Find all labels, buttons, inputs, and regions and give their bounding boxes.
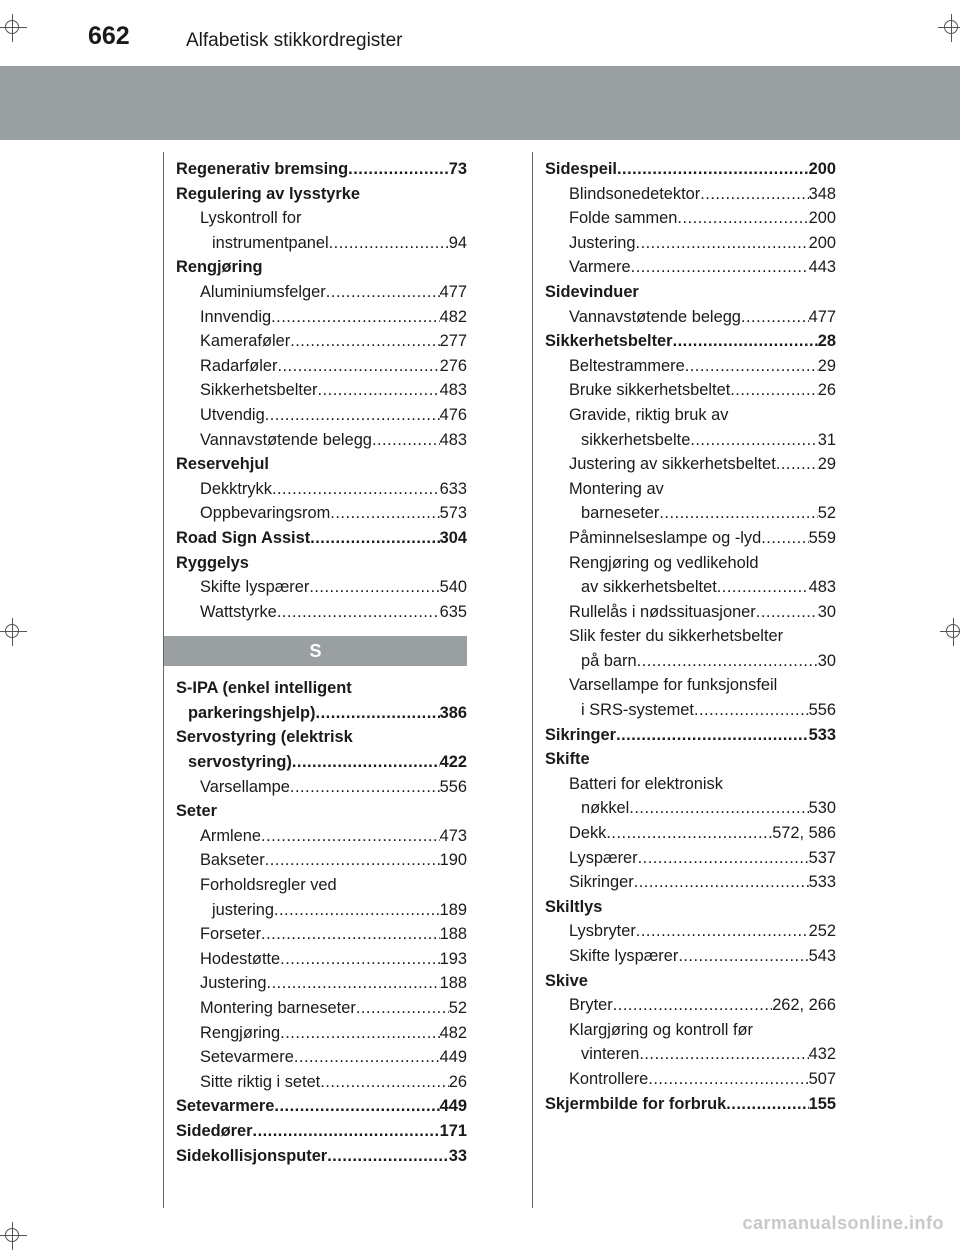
- index-entry: [545, 329, 836, 354]
- index-term: Wattstyrke: [200, 602, 277, 621]
- index-heading: Skifte: [545, 750, 590, 769]
- index-term: vinteren: [581, 1045, 640, 1064]
- index-term: Kameraføler: [200, 332, 291, 351]
- index-term: Lyspærer: [569, 848, 638, 867]
- page-reference: 171: [439, 1121, 467, 1140]
- page-reference: 29: [817, 356, 836, 375]
- dot-leader: [290, 329, 439, 354]
- dot-leader: [639, 1042, 808, 1067]
- index-entry: [545, 305, 836, 330]
- dot-leader: [659, 501, 817, 526]
- index-term: Rengjøring: [200, 1023, 281, 1042]
- page-reference: 633: [439, 479, 467, 498]
- index-entry: [176, 280, 467, 305]
- page-reference: 26: [817, 381, 836, 400]
- index-term: Justering av sikkerhetsbeltet: [569, 455, 776, 474]
- dot-leader: [261, 824, 440, 849]
- index-entry: [545, 1092, 836, 1117]
- index-entry: [176, 848, 467, 873]
- index-entry: [176, 898, 467, 923]
- index-term: Setevarmere: [176, 1097, 275, 1116]
- page-reference: 540: [439, 578, 467, 597]
- index-entry: [176, 1070, 467, 1095]
- index-entry: [545, 1042, 836, 1067]
- index-heading: Seter: [176, 802, 218, 821]
- index-heading: Montering av: [569, 479, 664, 498]
- index-term: Skjermbilde for forbruk: [545, 1094, 727, 1113]
- index-entry: [176, 971, 467, 996]
- index-entry: [176, 428, 467, 453]
- dot-leader: [265, 403, 440, 428]
- page-reference: 188: [439, 925, 467, 944]
- page-reference: 449: [439, 1048, 467, 1067]
- index-entry: [176, 1045, 467, 1070]
- dot-leader: [613, 993, 772, 1018]
- dot-leader: [648, 1067, 808, 1092]
- dot-leader: [372, 428, 440, 453]
- center-column-divider: [532, 152, 533, 1208]
- index-heading: Lyskontroll for: [200, 209, 302, 228]
- page-reference: 188: [439, 974, 467, 993]
- index-entry: [176, 378, 467, 403]
- page-reference: 573: [439, 504, 467, 523]
- dot-leader: [637, 649, 818, 674]
- index-term: Dekktrykk: [200, 479, 272, 498]
- index-term: Sidedører: [176, 1121, 253, 1140]
- index-heading: Batteri for elektronisk: [569, 774, 723, 793]
- page-reference: 572, 586: [772, 824, 836, 843]
- page-reference: 200: [808, 233, 836, 252]
- index-entry: [176, 157, 467, 182]
- page-reference: 155: [808, 1094, 836, 1113]
- dot-leader: [326, 280, 440, 305]
- index-entry: [176, 1144, 467, 1169]
- index-entry: [176, 824, 467, 849]
- dot-leader: [292, 750, 440, 775]
- page-reference: 189: [439, 900, 467, 919]
- index-term: Sikkerhetsbelter: [545, 332, 673, 351]
- index-term: Skifte lyspærer: [200, 578, 310, 597]
- page-reference: 52: [817, 504, 836, 523]
- dot-leader: [280, 947, 439, 972]
- index-entry: [545, 723, 836, 748]
- index-entry: [545, 354, 836, 379]
- index-term: Justering: [569, 233, 636, 252]
- index-heading: Skiltlys: [545, 897, 603, 916]
- index-heading: Servostyring (elektrisk: [176, 728, 353, 747]
- dot-leader: [329, 231, 449, 256]
- page-reference: 556: [808, 701, 836, 720]
- dot-leader: [310, 526, 439, 551]
- index-term: barneseter: [581, 504, 660, 523]
- page-reference: 483: [439, 430, 467, 449]
- index-heading: Regulering av lysstyrke: [176, 184, 361, 203]
- index-entry: [545, 846, 836, 871]
- index-term: Blindsonedetektor: [569, 184, 701, 203]
- page-title: Alfabetisk stikkordregister: [186, 30, 403, 51]
- dot-leader: [316, 701, 440, 726]
- dot-leader: [776, 452, 818, 477]
- index-term: i SRS-systemet: [581, 701, 694, 720]
- dot-leader: [629, 796, 808, 821]
- index-term: Bruke sikkerhetsbeltet: [569, 381, 731, 400]
- dot-leader: [348, 157, 449, 182]
- index-list-s: [176, 676, 467, 1168]
- index-term: sikkerhetsbelte: [581, 430, 691, 449]
- index-entry: [176, 354, 467, 379]
- index-term: Innvendig: [200, 307, 272, 326]
- index-term: Dekk: [569, 824, 607, 843]
- page-reference: 432: [808, 1045, 836, 1064]
- index-term: Beltestrammere: [569, 356, 685, 375]
- dot-leader: [274, 898, 440, 923]
- index-term: Radarføler: [200, 356, 278, 375]
- index-term: parkeringshjelp): [188, 703, 316, 722]
- index-entry: [176, 1119, 467, 1144]
- index-entry: [176, 231, 467, 256]
- dot-leader: [617, 157, 809, 182]
- dot-leader: [309, 575, 439, 600]
- index-entry: [545, 993, 836, 1018]
- index-term: Forseter: [200, 925, 262, 944]
- page-reference: 200: [808, 160, 836, 178]
- index-term: Varmere: [569, 258, 631, 277]
- page-reference: 30: [817, 651, 836, 670]
- dot-leader: [606, 821, 772, 846]
- dot-leader: [685, 354, 818, 379]
- page-reference: 530: [808, 799, 836, 818]
- index-entry: [545, 796, 836, 821]
- index-term: Sitte riktig i setet: [200, 1072, 321, 1091]
- dot-leader: [280, 1021, 439, 1046]
- page-reference: 507: [808, 1069, 836, 1088]
- index-entry: [545, 600, 836, 625]
- page-reference: 262, 266: [772, 996, 836, 1015]
- registration-mark-mid-left: [0, 618, 27, 646]
- index-entry: [545, 428, 836, 453]
- index-entry: [545, 526, 836, 551]
- index-list-r: [176, 157, 467, 624]
- registration-mark-top-left: [0, 14, 27, 42]
- index-term: Sikringer: [569, 873, 634, 892]
- page-reference: 193: [439, 949, 467, 968]
- dot-leader: [631, 255, 809, 280]
- page-reference: 94: [448, 233, 467, 252]
- dot-leader: [761, 526, 808, 551]
- dot-leader: [318, 378, 440, 403]
- index-entry: [176, 305, 467, 330]
- index-term: Aluminiumsfelger: [200, 282, 326, 301]
- index-term: Varsellampe: [200, 777, 290, 796]
- index-term: Montering barneseter: [200, 999, 356, 1017]
- page-reference: 30: [817, 602, 836, 621]
- registration-mark-bottom-left: [0, 1222, 27, 1250]
- index-entry: [545, 575, 836, 600]
- page-reference: 73: [448, 160, 467, 178]
- index-entry: [176, 329, 467, 354]
- header-band: [0, 66, 960, 140]
- index-term: Påminnelseslampe og -lyd: [569, 528, 762, 547]
- index-term: Sidespeil: [545, 160, 617, 178]
- page-reference: 190: [439, 851, 467, 870]
- index-term: servostyring): [188, 753, 292, 772]
- index-term: Lysbryter: [569, 922, 636, 941]
- page-reference: 31: [817, 430, 836, 449]
- dot-leader: [690, 428, 817, 453]
- index-term: Utvendig: [200, 405, 265, 424]
- page-number: 662: [88, 22, 130, 50]
- index-entry: [176, 701, 467, 726]
- index-entry: [545, 698, 836, 723]
- page-reference: 559: [808, 528, 836, 547]
- index-term: på barn: [581, 651, 637, 670]
- index-entry: [176, 501, 467, 526]
- index-entry: [545, 182, 836, 207]
- index-entry: [545, 501, 836, 526]
- index-term: Rullelås i nødssituasjoner: [569, 602, 756, 621]
- page-reference: 477: [808, 307, 836, 326]
- dot-leader: [634, 870, 809, 895]
- index-column-left: [176, 157, 467, 1168]
- dot-leader: [265, 848, 440, 873]
- dot-leader: [673, 329, 818, 354]
- dot-leader: [253, 1119, 440, 1144]
- index-term: Vannavstøtende belegg: [200, 430, 372, 449]
- page-reference: 252: [808, 922, 836, 941]
- index-term: Setevarmere: [200, 1048, 294, 1067]
- index-term: Sikkerhetsbelter: [200, 381, 318, 400]
- dot-leader: [327, 1144, 449, 1169]
- page-reference: 33: [448, 1146, 467, 1165]
- dot-leader: [756, 600, 818, 625]
- index-entry: [176, 600, 467, 625]
- page-reference: 26: [448, 1072, 467, 1091]
- index-column-right: [545, 157, 836, 1116]
- index-entry: [545, 206, 836, 231]
- registration-mark-mid-right: [940, 618, 960, 646]
- index-entry: [545, 452, 836, 477]
- index-term: Road Sign Assist: [176, 528, 311, 547]
- index-entry: [545, 649, 836, 674]
- index-heading: Gravide, riktig bruk av: [569, 405, 729, 424]
- index-entry: [545, 157, 836, 182]
- page-reference: 533: [808, 873, 836, 892]
- page-reference: 276: [439, 356, 467, 375]
- page-reference: 200: [808, 209, 836, 228]
- index-term: Skifte lyspærer: [569, 947, 679, 965]
- index-entry: [545, 870, 836, 895]
- dot-leader: [277, 600, 440, 625]
- page-reference: 483: [808, 578, 836, 597]
- page-reference: 477: [439, 282, 467, 301]
- page-reference: 482: [439, 1023, 467, 1042]
- page-reference: 449: [439, 1097, 467, 1116]
- index-entry: [176, 1021, 467, 1046]
- page-reference: 476: [439, 405, 467, 424]
- dot-leader: [274, 1094, 439, 1119]
- index-term: Regenerativ bremsing: [176, 160, 349, 178]
- index-heading: Varsellampe for funksjonsfeil: [569, 676, 778, 695]
- index-term: av sikkerhetsbeltet: [581, 578, 717, 597]
- index-heading: Forholdsregler ved: [200, 876, 337, 895]
- index-term: Hodestøtte: [200, 949, 281, 968]
- page-reference: 386: [439, 703, 467, 722]
- index-term: instrumentpanel: [212, 233, 329, 252]
- dot-leader: [730, 378, 818, 403]
- index-term: Sidekollisjonsputer: [176, 1146, 328, 1165]
- index-entry: [545, 231, 836, 256]
- index-entry: [176, 996, 467, 1021]
- registration-mark-top-right: [938, 14, 960, 42]
- dot-leader: [677, 206, 808, 231]
- page-reference: 29: [817, 455, 836, 474]
- dot-leader: [290, 775, 440, 800]
- dot-leader: [356, 996, 449, 1021]
- dot-leader: [330, 501, 439, 526]
- dot-leader: [636, 919, 809, 944]
- dot-leader: [277, 354, 439, 379]
- index-entry: [545, 944, 836, 969]
- index-term: Oppbevaringsrom: [200, 504, 331, 523]
- dot-leader: [272, 477, 440, 502]
- index-term: justering: [212, 900, 274, 919]
- page-reference: 422: [439, 753, 467, 772]
- index-term: Kontrollere: [569, 1069, 649, 1088]
- index-entry: [545, 378, 836, 403]
- dot-leader: [271, 305, 440, 330]
- index-entry: [545, 255, 836, 280]
- dot-leader: [741, 305, 809, 330]
- dot-leader: [294, 1045, 440, 1070]
- dot-leader: [717, 575, 809, 600]
- dot-leader: [616, 723, 809, 748]
- index-term: Bakseter: [200, 851, 265, 870]
- index-heading: Skive: [545, 971, 588, 990]
- dot-leader: [636, 231, 809, 256]
- page-reference: 443: [808, 258, 836, 277]
- dot-leader: [726, 1092, 808, 1117]
- index-entry: [176, 403, 467, 428]
- dot-leader: [700, 182, 808, 207]
- dot-leader: [261, 922, 440, 947]
- index-heading: Rengjøring: [176, 258, 263, 277]
- index-heading: Sidevinduer: [545, 282, 639, 301]
- index-entry: [176, 526, 467, 551]
- page-reference: 533: [808, 725, 836, 744]
- index-heading: Slik fester du sikkerhetsbelter: [569, 627, 784, 646]
- index-entry: [176, 575, 467, 600]
- page-reference: 537: [808, 848, 836, 867]
- index-entry: [176, 947, 467, 972]
- section-header-s: S: [164, 636, 467, 666]
- index-entry: [176, 775, 467, 800]
- page-reference: 28: [817, 332, 836, 351]
- index-entry: [176, 750, 467, 775]
- dot-leader: [638, 846, 809, 871]
- page-reference: 277: [439, 332, 467, 351]
- index-heading: Reservehjul: [176, 455, 269, 474]
- page-reference: 483: [439, 381, 467, 400]
- index-term: Vannavstøtende belegg: [569, 307, 741, 326]
- index-term: Armlene: [200, 826, 262, 845]
- dot-leader: [267, 971, 440, 996]
- page-reference: 543: [808, 947, 836, 965]
- dot-leader: [694, 698, 809, 723]
- page-reference: 482: [439, 307, 467, 326]
- index-entry: [176, 477, 467, 502]
- index-term: Sikringer: [545, 725, 617, 744]
- page-reference: 52: [448, 999, 467, 1017]
- index-entry: [545, 919, 836, 944]
- index-heading: Klargjøring og kontroll før: [569, 1020, 754, 1039]
- index-heading: S-IPA (enkel intelligent: [176, 679, 352, 698]
- index-heading: Ryggelys: [176, 553, 249, 572]
- page-reference: 473: [439, 826, 467, 845]
- index-entry: [176, 1094, 467, 1119]
- page-reference: 635: [439, 602, 467, 621]
- index-heading: Rengjøring og vedlikehold: [569, 553, 759, 572]
- index-term: Justering: [200, 974, 267, 993]
- index-term: Bryter: [569, 996, 613, 1015]
- left-column-divider: [163, 152, 164, 1208]
- page-reference: 348: [808, 184, 836, 203]
- index-entry: [545, 821, 836, 846]
- index-list-s-continued: [545, 157, 836, 1116]
- index-entry: [545, 1067, 836, 1092]
- page-reference: 556: [439, 777, 467, 796]
- index-term: Folde sammen: [569, 209, 678, 228]
- watermark: carmanualsonline.info: [742, 1213, 944, 1233]
- index-term: nøkkel: [581, 799, 630, 818]
- dot-leader: [320, 1070, 449, 1095]
- dot-leader: [678, 944, 808, 969]
- index-entry: [176, 922, 467, 947]
- page-reference: 304: [439, 528, 467, 547]
